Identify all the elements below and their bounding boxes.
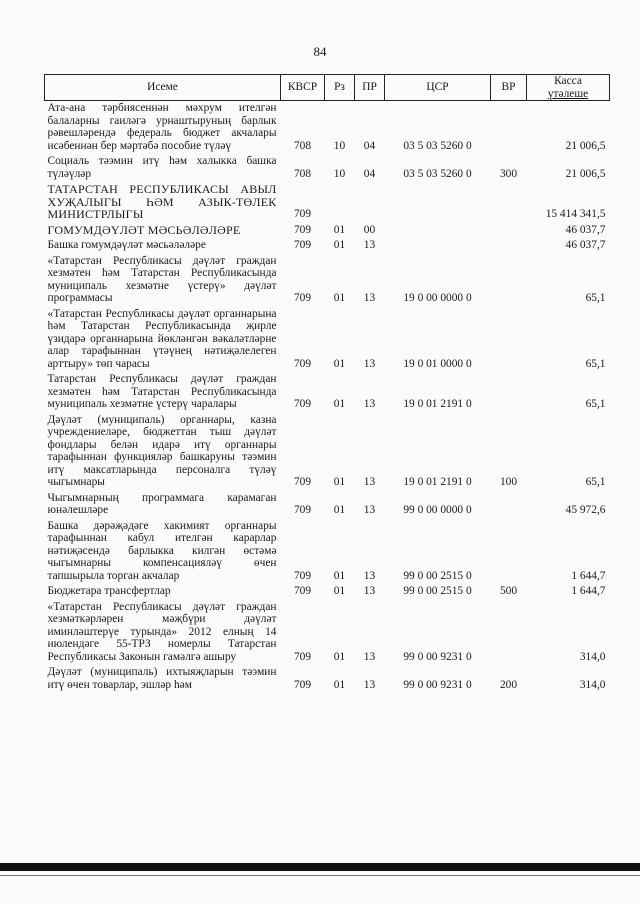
cell-amount: 65,1 xyxy=(585,357,606,370)
cell-name: ТАТАРСТАН РЕСПУБЛИКАСЫ АВЫЛ ХУҖАЛЫГЫ ҺӘМ АЗЫК-ТӨЛЕК МИНИСТРЛЫГЫ xyxy=(47,182,277,221)
cell-csr xyxy=(385,238,491,254)
header-rz: Рз xyxy=(325,75,355,101)
cell-rz: 01 xyxy=(333,650,346,663)
cell-kvsr: 709 xyxy=(293,585,312,597)
cell-name: Чыгымнарның программага карамаган юнәлешләре xyxy=(47,491,277,516)
cell-name: Татарстан Республикасы дәүләт граждан хезмәтен һәм Татарстан Республикасында муниципаль хезмәтне үстерү чаралары xyxy=(47,373,277,410)
cell-name: «Татарстан Республикасы дәүләт органнарына һәм Татарстан Республикасында җирле үзидарә органнарына йөкләнгән вәкаләтләрне алар тарафыннан үтәүнең нәтиҗәлелеген арттыру» төп чарасы xyxy=(47,307,277,370)
cell-vr xyxy=(491,254,527,307)
cell-rz: 01 xyxy=(333,239,346,251)
cell-csr: 03 5 03 5260 0 xyxy=(403,167,472,180)
cell-pr: 13 xyxy=(363,650,376,663)
cell-amount: 65,1 xyxy=(585,292,606,304)
header-kassa-line1: Касса xyxy=(554,75,582,87)
cell-vr: 500 xyxy=(499,585,518,597)
cell-kvsr: 709 xyxy=(293,504,312,516)
cell-csr: 19 0 01 2191 0 xyxy=(403,398,472,410)
cell-kvsr: 709 xyxy=(293,650,312,663)
cell-rz: 01 xyxy=(333,678,346,691)
cell-name: Дәүләт (муниципаль) органнары, казна учреждениеләре, бюджеттан тыш дәүләт фондлары белән идарә итү органнары тарафыннан функцияләр башкаруны тәэмин итү максатларында персоналга түләү чыгымнары xyxy=(47,413,277,488)
cell-kvsr: 709 xyxy=(293,292,312,304)
cell-name: Дәүләт (муниципаль) ихтыяҗларын тәэмин итү өчен товарлар, эшләр һәм xyxy=(47,666,277,691)
cell-name: Ата-ана тәрбиясеннән мәхрум ителгән балаларны гаиләгә урнаштыруның барлык рәвешләрендә федераль бюджет акчалары исәбеннән бер мәртәбә пособие түләү xyxy=(47,102,277,152)
cell-pr: 13 xyxy=(363,398,376,410)
table-row xyxy=(45,223,610,239)
cell-kvsr: 709 xyxy=(293,208,312,220)
cell-csr: 19 0 01 0000 0 xyxy=(403,357,472,370)
cell-pr: 04 xyxy=(363,139,376,152)
table-row xyxy=(45,254,610,307)
cell-rz: 01 xyxy=(333,585,346,597)
header-vr: ВР xyxy=(491,75,527,101)
cell-amount: 46 037,7 xyxy=(565,239,606,251)
header-kassa xyxy=(527,75,610,101)
header-name: Исеме xyxy=(45,75,281,101)
cell-name: «Татарстан Республикасы дәүләт граждан хезмәткәрләрен мәҗбүри дәүләт иминләштерүе турында» 2012 елның 14 июлендәге 55-ТРЗ номерлы Татарстан Республикасы Законын гамәлгә ашыру xyxy=(47,600,277,663)
cell-amount: 1 644,7 xyxy=(571,585,606,597)
cell-pr xyxy=(355,182,385,223)
cell-amount: 65,1 xyxy=(585,476,606,488)
cell-amount: 45 972,6 xyxy=(565,504,606,516)
cell-amount: 314,0 xyxy=(579,650,606,663)
cell-vr xyxy=(491,182,527,223)
page-number: 84 xyxy=(313,44,327,59)
table-row xyxy=(45,101,610,155)
cell-name: ГОМУМДӘҮЛӘТ МӘСЬӘЛӘЛӘРЕ xyxy=(47,222,241,237)
cell-vr xyxy=(491,600,527,666)
cell-pr: 13 xyxy=(363,678,376,691)
cell-rz: 10 xyxy=(333,167,346,180)
table-row xyxy=(45,154,610,182)
cell-name: «Татарстан Республикасы дәүләт граждан хезмәтен һәм Татарстан Республикасында муниципаль хезмәтне үстерү» дәүләт программасы xyxy=(47,254,277,304)
cell-pr: 13 xyxy=(363,239,376,251)
cell-csr xyxy=(385,223,491,239)
cell-csr: 99 0 00 0000 0 xyxy=(403,504,472,516)
cell-vr xyxy=(491,307,527,373)
cell-vr xyxy=(491,238,527,254)
cell-pr: 00 xyxy=(363,223,376,236)
cell-kvsr: 709 xyxy=(293,678,312,691)
cell-amount: 21 006,5 xyxy=(565,167,606,180)
cell-kvsr: 709 xyxy=(293,239,312,251)
cell-name: Башка дәрәҗәдәге хакимият органнары тарафыннан кабул ителгән карарлар нәтиҗәсендә барлыкка килгән өстәмә чыгымнарны компенсацияләү өчен тапшырыла торган акчалар xyxy=(47,519,277,582)
table-row xyxy=(45,519,610,585)
table-row xyxy=(45,665,610,693)
cell-csr: 99 0 00 9231 0 xyxy=(403,678,472,691)
cell-kvsr: 709 xyxy=(293,398,312,410)
cell-vr xyxy=(491,519,527,585)
cell-rz xyxy=(325,182,355,223)
header-kassa-line2: үтәлеше xyxy=(547,87,589,100)
cell-rz: 01 xyxy=(333,504,346,516)
cell-csr: 99 0 00 2515 0 xyxy=(403,585,472,597)
cell-vr xyxy=(491,223,527,239)
cell-pr: 13 xyxy=(363,585,376,597)
cell-name: Социаль тәэмин итү һәм халыкка башка түләүләр xyxy=(47,155,277,180)
cell-kvsr: 709 xyxy=(293,223,312,236)
table-header-row xyxy=(45,75,610,101)
cell-kvsr: 709 xyxy=(293,569,312,582)
cell-rz: 01 xyxy=(333,292,346,304)
cell-csr: 19 0 01 2191 0 xyxy=(403,476,472,488)
cell-amount: 65,1 xyxy=(585,398,606,410)
cell-vr: 200 xyxy=(499,678,518,691)
cell-csr: 03 5 03 5260 0 xyxy=(403,139,472,152)
cell-kvsr: 709 xyxy=(293,476,312,488)
cell-pr: 13 xyxy=(363,292,376,304)
cell-vr xyxy=(491,491,527,519)
cell-csr: 99 0 00 2515 0 xyxy=(403,569,472,582)
table-row xyxy=(45,307,610,373)
header-pr: ПР xyxy=(355,75,385,101)
cell-rz: 01 xyxy=(333,398,346,410)
table-row xyxy=(45,413,610,491)
cell-kvsr: 708 xyxy=(293,167,312,180)
cell-name: Башка гомумдәүләт мәсьәләләре xyxy=(47,239,206,251)
table-row xyxy=(45,584,610,600)
table-row xyxy=(45,182,610,223)
cell-rz: 01 xyxy=(333,223,346,236)
cell-name: Бюджетара трансфертлар xyxy=(47,585,171,597)
table-body xyxy=(45,101,610,694)
budget-table xyxy=(44,74,610,693)
table-row xyxy=(45,600,610,666)
table-row xyxy=(45,372,610,413)
cell-vr xyxy=(491,101,527,155)
table-row xyxy=(45,238,610,254)
cell-rz: 01 xyxy=(333,476,346,488)
scan-edge-line xyxy=(0,875,640,876)
cell-amount: 15 414 341,5 xyxy=(545,208,606,220)
cell-csr: 99 0 00 9231 0 xyxy=(403,650,472,663)
table-row xyxy=(45,491,610,519)
cell-pr: 13 xyxy=(363,476,376,488)
cell-amount: 1 644,7 xyxy=(571,569,606,582)
cell-vr: 100 xyxy=(499,476,518,488)
header-kvsr: КВСР xyxy=(281,75,325,101)
cell-rz: 10 xyxy=(333,139,346,152)
cell-pr: 13 xyxy=(363,569,376,582)
cell-csr xyxy=(385,182,491,223)
cell-kvsr: 709 xyxy=(293,357,312,370)
header-csr: ЦСР xyxy=(385,75,491,101)
cell-pr: 04 xyxy=(363,167,376,180)
cell-rz: 01 xyxy=(333,357,346,370)
scan-edge-bar xyxy=(0,863,640,871)
cell-rz: 01 xyxy=(333,569,346,582)
cell-amount: 46 037,7 xyxy=(565,223,606,236)
cell-vr xyxy=(491,372,527,413)
cell-amount: 21 006,5 xyxy=(565,139,606,152)
cell-pr: 13 xyxy=(363,504,376,516)
cell-vr: 300 xyxy=(499,167,518,180)
cell-pr: 13 xyxy=(363,357,376,370)
cell-amount: 314,0 xyxy=(579,678,606,691)
cell-csr: 19 0 00 0000 0 xyxy=(403,292,472,304)
cell-kvsr: 708 xyxy=(293,139,312,152)
